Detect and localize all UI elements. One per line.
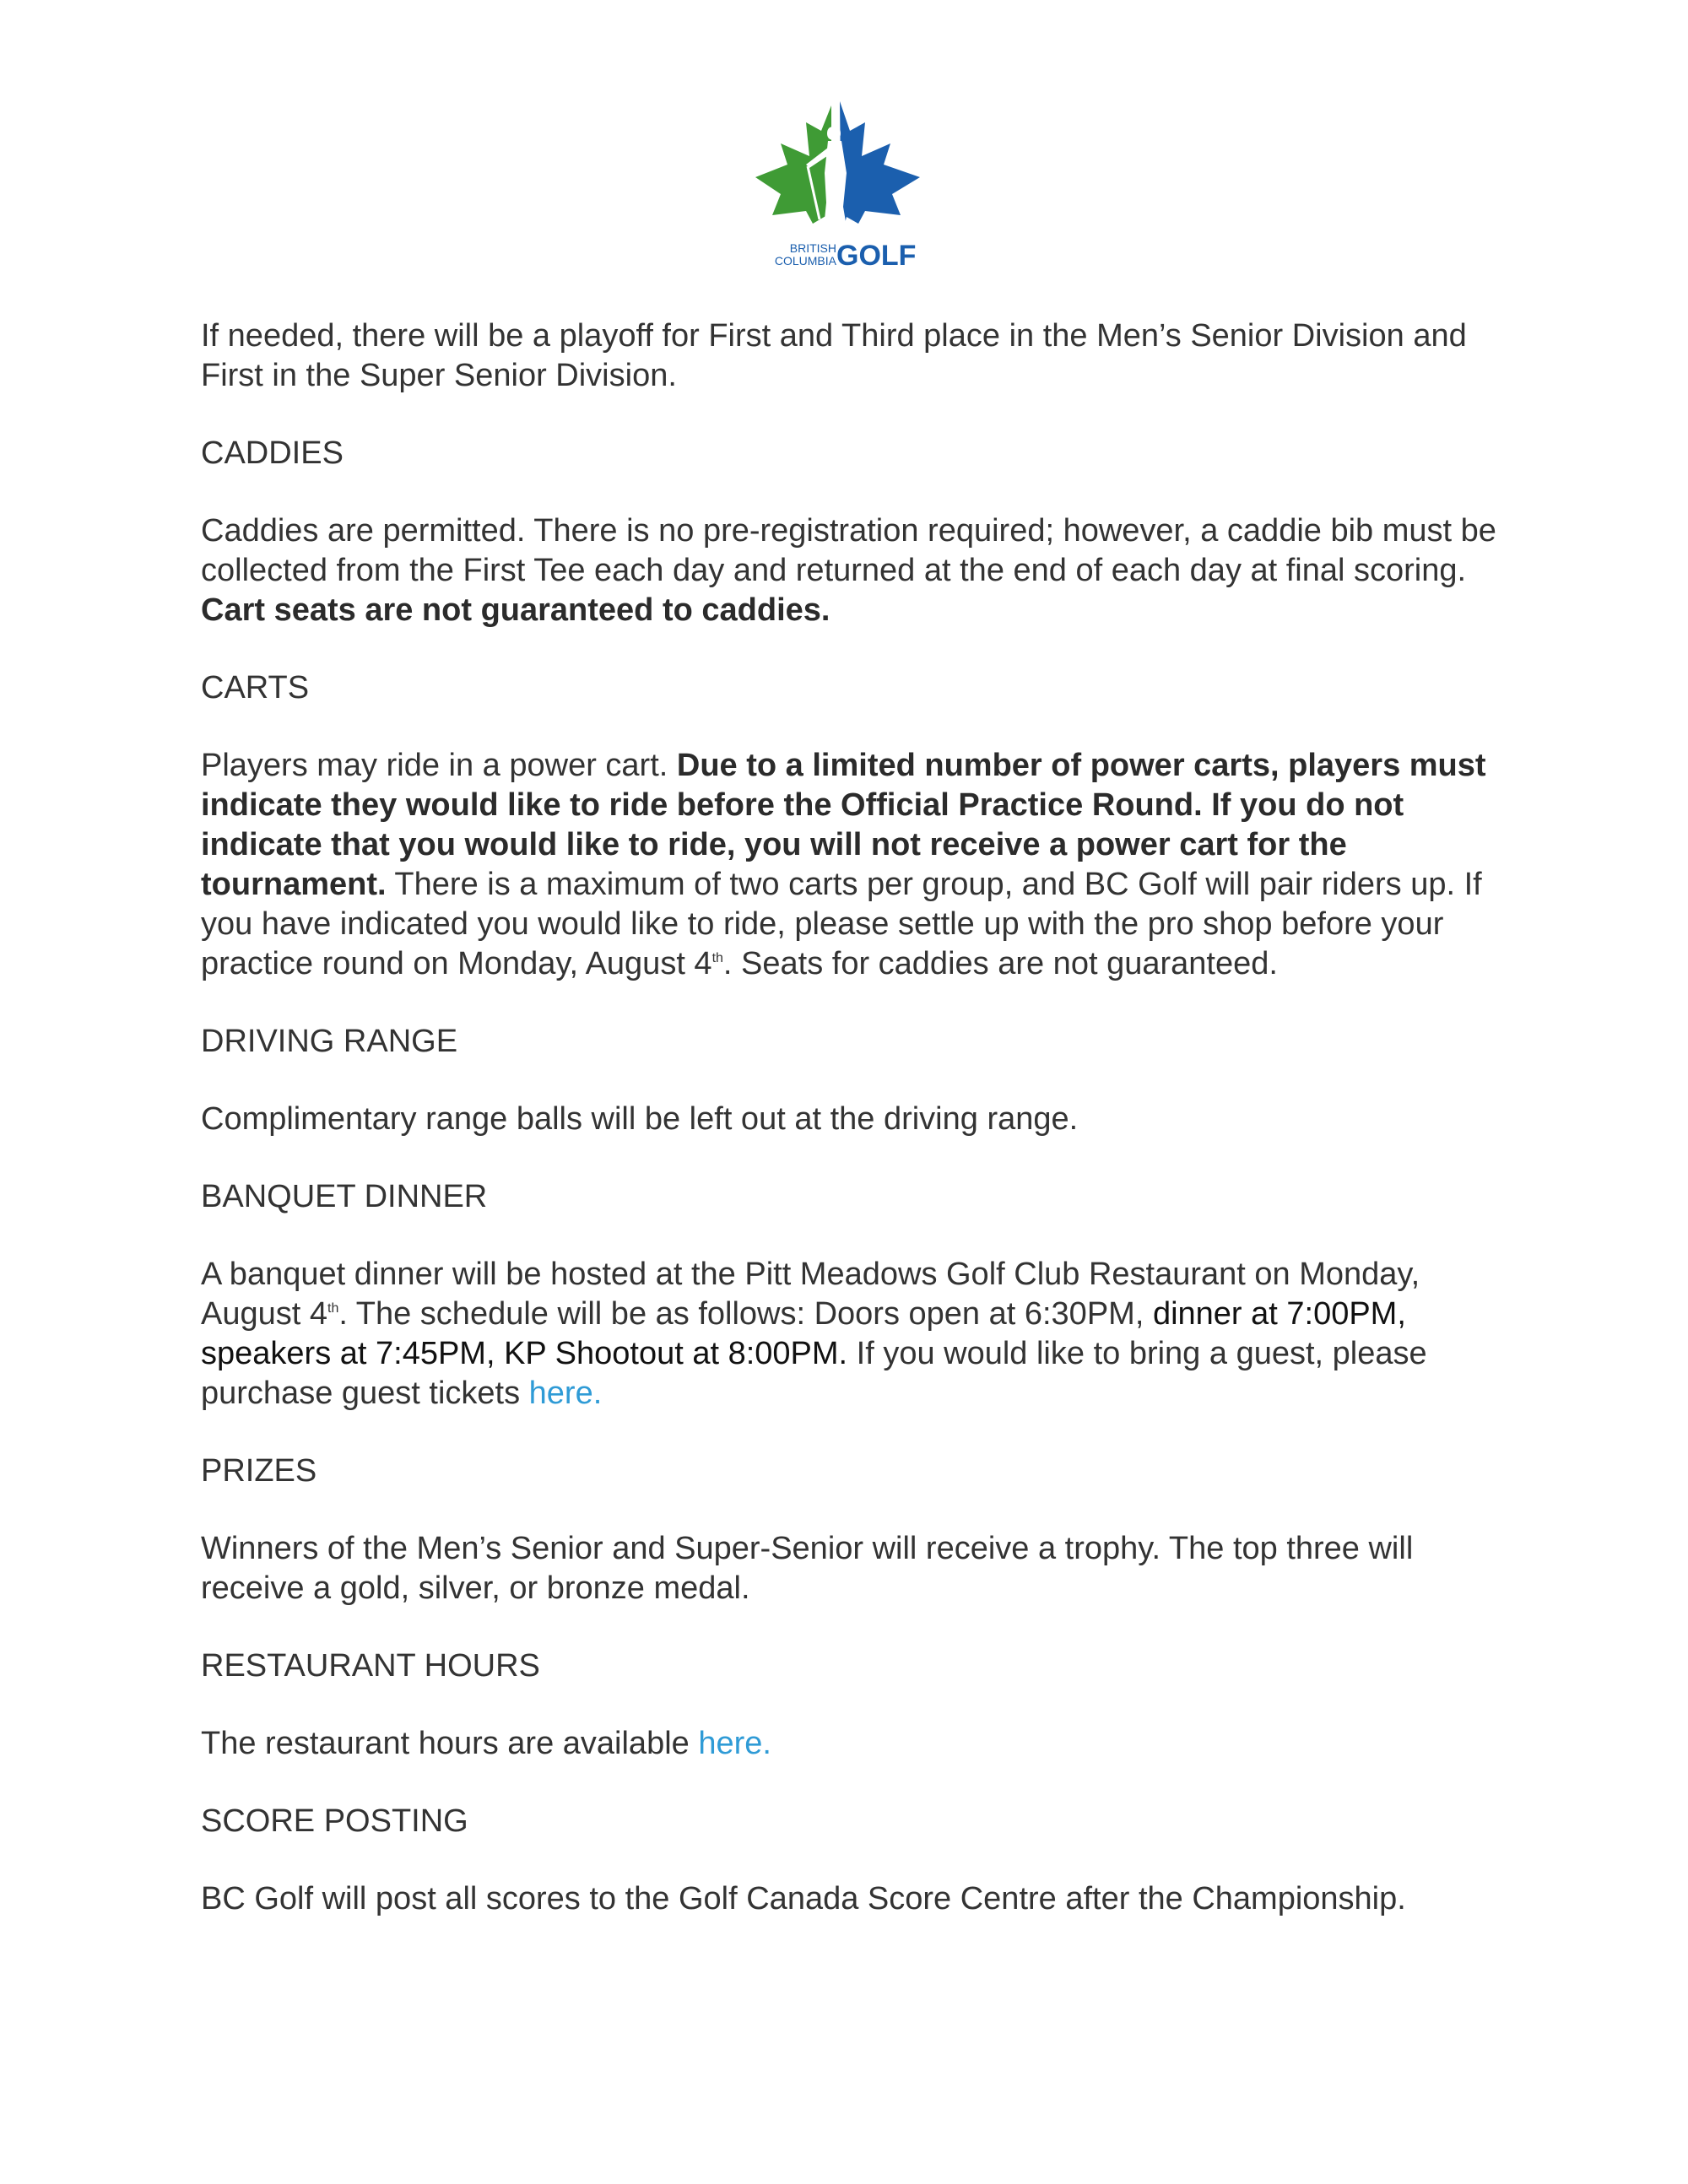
banquet-schedule: dinner at 7:00PM, speakers at 7:45PM, KP Shootout at 8:00PM. bbox=[201, 1296, 1406, 1371]
bc-golf-logo bbox=[747, 97, 941, 278]
playoff-paragraph: If needed, there will be a playoff for First and Third place in the Men’s Senior Division and First in the Super Senior Division. bbox=[201, 318, 1467, 393]
carts-bold-note: Due to a limited number of power carts, players must indicate they would like to ride before the Official Practice Round. If you do not indicate that you would like to ride, you will not receive a power cart for the tournament. bbox=[201, 748, 1486, 902]
logo-text-golf: GOLF bbox=[836, 240, 917, 272]
driving-range-heading: DRIVING RANGE bbox=[201, 1024, 458, 1059]
guest-tickets-link[interactable]: here. bbox=[528, 1376, 603, 1411]
logo-text-columbia: COLUMBIA bbox=[774, 254, 836, 268]
document-body bbox=[201, 316, 1518, 1957]
prizes-paragraph: Winners of the Men’s Senior and Super-Senior will receive a trophy. The top three will receive a gold, silver, or bronze medal. bbox=[201, 1531, 1414, 1606]
restaurant-hours-heading: RESTAURANT HOURS bbox=[201, 1648, 540, 1684]
driving-range-paragraph: Complimentary range balls will be left out at the driving range. bbox=[201, 1101, 1079, 1137]
score-posting-heading: SCORE POSTING bbox=[201, 1803, 468, 1839]
restaurant-hours-paragraph: The restaurant hours are available here. bbox=[201, 1726, 771, 1761]
score-posting-paragraph: BC Golf will post all scores to the Golf Canada Score Centre after the Championship. bbox=[201, 1881, 1406, 1916]
caddies-bold-note: Cart seats are not guaranteed to caddies. bbox=[201, 592, 830, 628]
logo-text-british: BRITISH bbox=[789, 241, 836, 255]
carts-heading: CARTS bbox=[201, 670, 310, 705]
banquet-paragraph: A banquet dinner will be hosted at the Pitt Meadows Golf Club Restaurant on Monday, August 4th. The schedule will be as follows: Doors open at 6:30PM, dinner at 7:00PM, speakers at 7:45PM, KP Shootout at 8:00PM. If you would like to bring a guest, please purchase guest tickets here. bbox=[201, 1257, 1427, 1411]
banquet-heading: BANQUET DINNER bbox=[201, 1179, 488, 1214]
caddies-paragraph: Caddies are permitted. There is no pre-registration required; however, a caddie bib must be collected from the First Tee each day and returned at the end of each day at final scoring. Cart seats are not guaranteed to caddies. bbox=[201, 513, 1496, 628]
carts-paragraph: Players may ride in a power cart. Due to a limited number of power carts, players must indicate they would like to ride before the Official Practice Round. If you do not indicate that you would like to ride, you will not receive a power cart for the tournament. There is a maximum of two carts per group, and BC Golf will pair riders up. If you have indicated you would like to ride, please settle up with the pro shop before your practice round on Monday, August 4th. Seats for caddies are not guaranteed. bbox=[201, 748, 1486, 981]
restaurant-hours-link[interactable]: here. bbox=[698, 1726, 771, 1761]
prizes-heading: PRIZES bbox=[201, 1453, 317, 1489]
caddies-heading: CADDIES bbox=[201, 435, 344, 471]
